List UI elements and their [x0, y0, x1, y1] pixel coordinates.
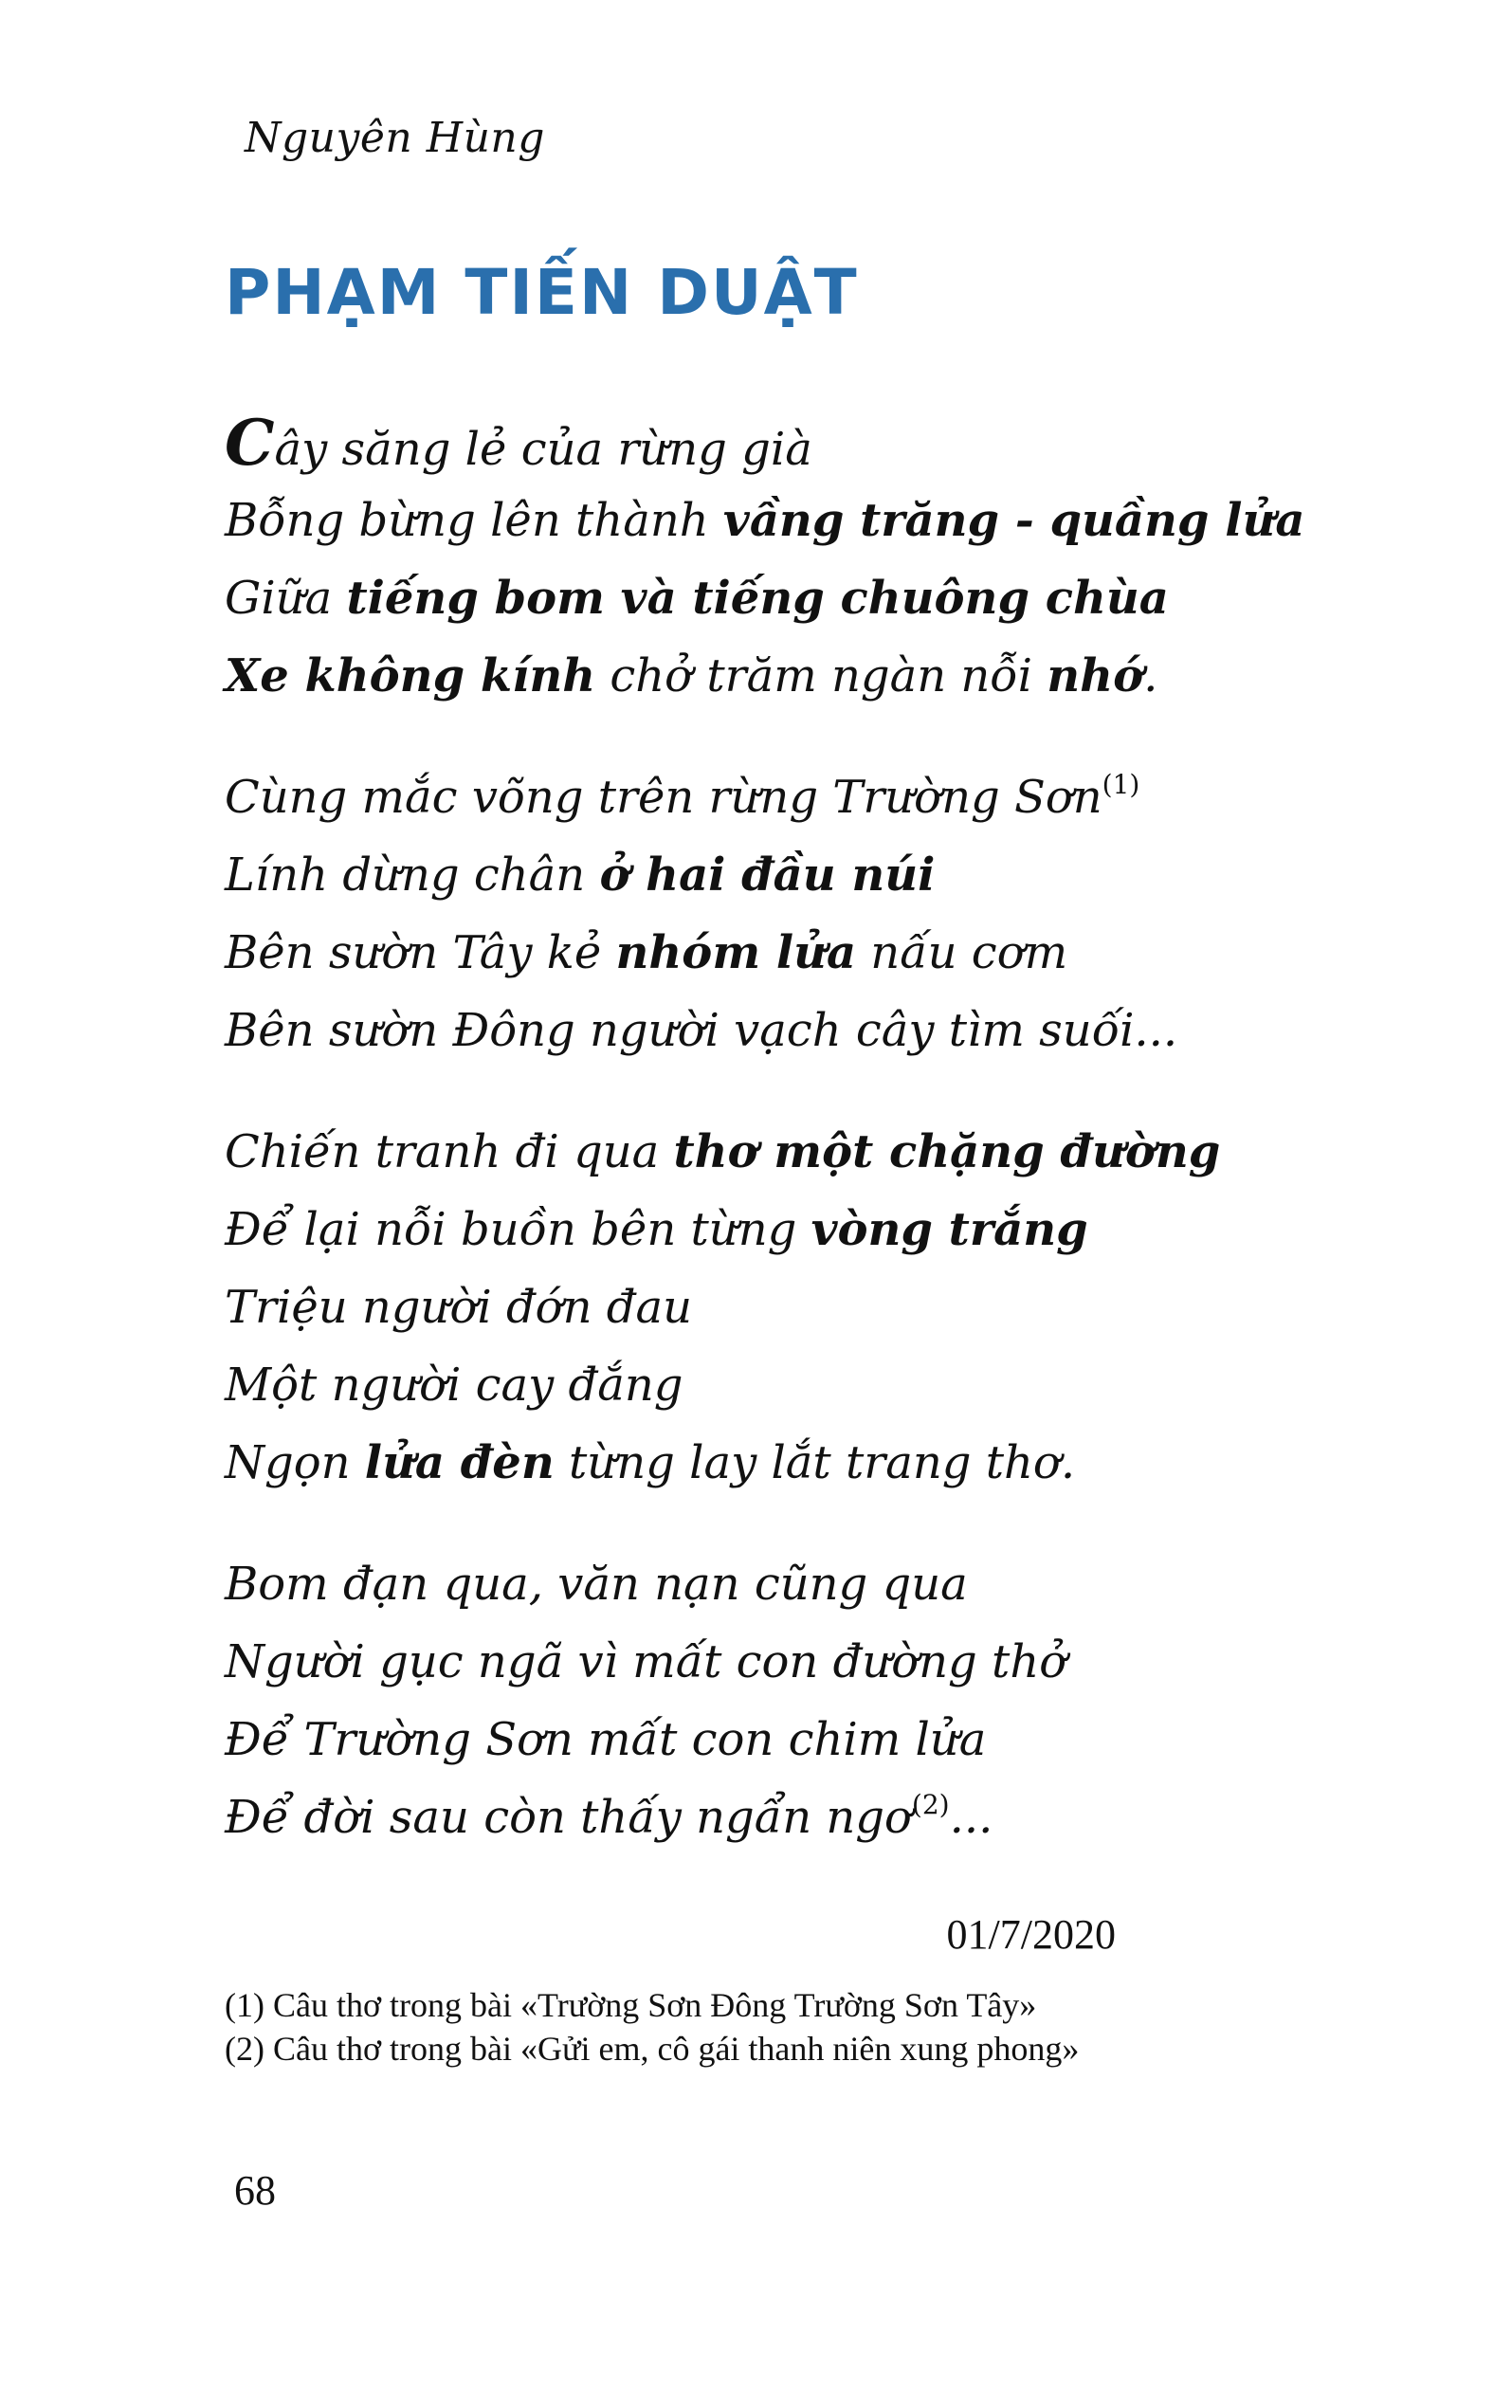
- line-text: Lính dừng chân: [225, 848, 600, 902]
- line-text: Để đời sau còn thấy ngẩn ngơ: [225, 1791, 912, 1844]
- poem-line: [225, 559, 1362, 637]
- drop-cap: C: [225, 406, 275, 480]
- line-emphasis: tiếng bom và tiếng chuông chùa: [346, 572, 1169, 625]
- poem-title: PHẠM TIẾN DUẬT: [225, 256, 859, 329]
- line-text: Cùng mắc võng trên rừng Trường Sơn: [225, 771, 1102, 824]
- line-text: Bên sườn Tây kẻ: [225, 926, 616, 979]
- line-text: chở trăm ngàn nỗi: [595, 649, 1047, 702]
- page-number: 68: [234, 2167, 276, 2214]
- poem-line: [225, 1346, 1362, 1424]
- line-text: ây săng lẻ của rừng già: [274, 423, 812, 476]
- poem-line: [225, 836, 1362, 914]
- line-text: Để lại nỗi buồn bên từng: [225, 1203, 811, 1256]
- line-text: ...: [949, 1791, 993, 1844]
- footnote-ref: (1): [1102, 769, 1140, 800]
- line-emphasis: thơ một chặng đường: [673, 1125, 1221, 1178]
- stanza: [225, 1113, 1362, 1502]
- stanza: [225, 404, 1362, 715]
- line-emphasis: vầng trăng - quầng lửa: [722, 494, 1305, 547]
- line-emphasis: lửa đèn: [364, 1436, 555, 1489]
- stanza: [225, 1545, 1362, 1856]
- author-name: Nguyên Hùng: [245, 114, 545, 162]
- line-text: Một người cay đắng: [225, 1359, 683, 1412]
- poem-line: [225, 637, 1362, 715]
- line-text: Chiến tranh đi qua: [225, 1125, 674, 1178]
- poem-line: [225, 914, 1362, 992]
- poem-line: [225, 1545, 1362, 1623]
- poem-line: [225, 1779, 1362, 1856]
- poem-line: [225, 404, 1362, 482]
- poem-body: [225, 404, 1362, 1900]
- line-text: Ngọn: [225, 1436, 365, 1489]
- line-text: .: [1143, 649, 1158, 702]
- poem-line: [225, 758, 1362, 836]
- line-text: Bỗng bừng lên thành: [225, 494, 723, 547]
- line-text: Giữa: [225, 572, 347, 625]
- poem-line: [225, 1191, 1362, 1268]
- footnote: (1) Câu thơ trong bài «Trường Sơn Đông Trường Sơn Tây»: [225, 1986, 1037, 2024]
- poem-line: [225, 1424, 1362, 1502]
- poem-line: [225, 992, 1362, 1069]
- line-text: từng lay lắt trang thơ.: [554, 1436, 1076, 1489]
- line-text: Bên sườn Đông người vạch cây tìm suối...: [225, 1004, 1178, 1057]
- line-emphasis: nhớ: [1047, 649, 1144, 702]
- line-emphasis: ở hai đầu núi: [599, 848, 936, 902]
- line-text: Để Trường Sơn mất con chim lửa: [225, 1713, 987, 1766]
- poem-line: [225, 1113, 1362, 1191]
- line-emphasis: Xe không kính: [225, 649, 596, 702]
- stanza: [225, 758, 1362, 1069]
- poem-date: 01/7/2020: [946, 1911, 1116, 1958]
- poem-line: [225, 1268, 1362, 1346]
- line-emphasis: vòng trắng: [811, 1203, 1088, 1256]
- line-text: Bom đạn qua, văn nạn cũng qua: [225, 1558, 968, 1611]
- line-text: Người gục ngã vì mất con đường thở: [225, 1635, 1067, 1688]
- line-text: Triệu người đớn đau: [225, 1281, 693, 1334]
- line-text: nấu cơm: [856, 926, 1068, 979]
- footnotes: [225, 1983, 1079, 2071]
- line-emphasis: nhóm lửa: [615, 926, 857, 979]
- poem-line: [225, 1701, 1362, 1779]
- footnote-ref: (2): [911, 1789, 950, 1820]
- poem-line: [225, 482, 1362, 559]
- footnote: (2) Câu thơ trong bài «Gửi em, cô gái thanh niên xung phong»: [225, 2030, 1080, 2068]
- poem-line: [225, 1623, 1362, 1701]
